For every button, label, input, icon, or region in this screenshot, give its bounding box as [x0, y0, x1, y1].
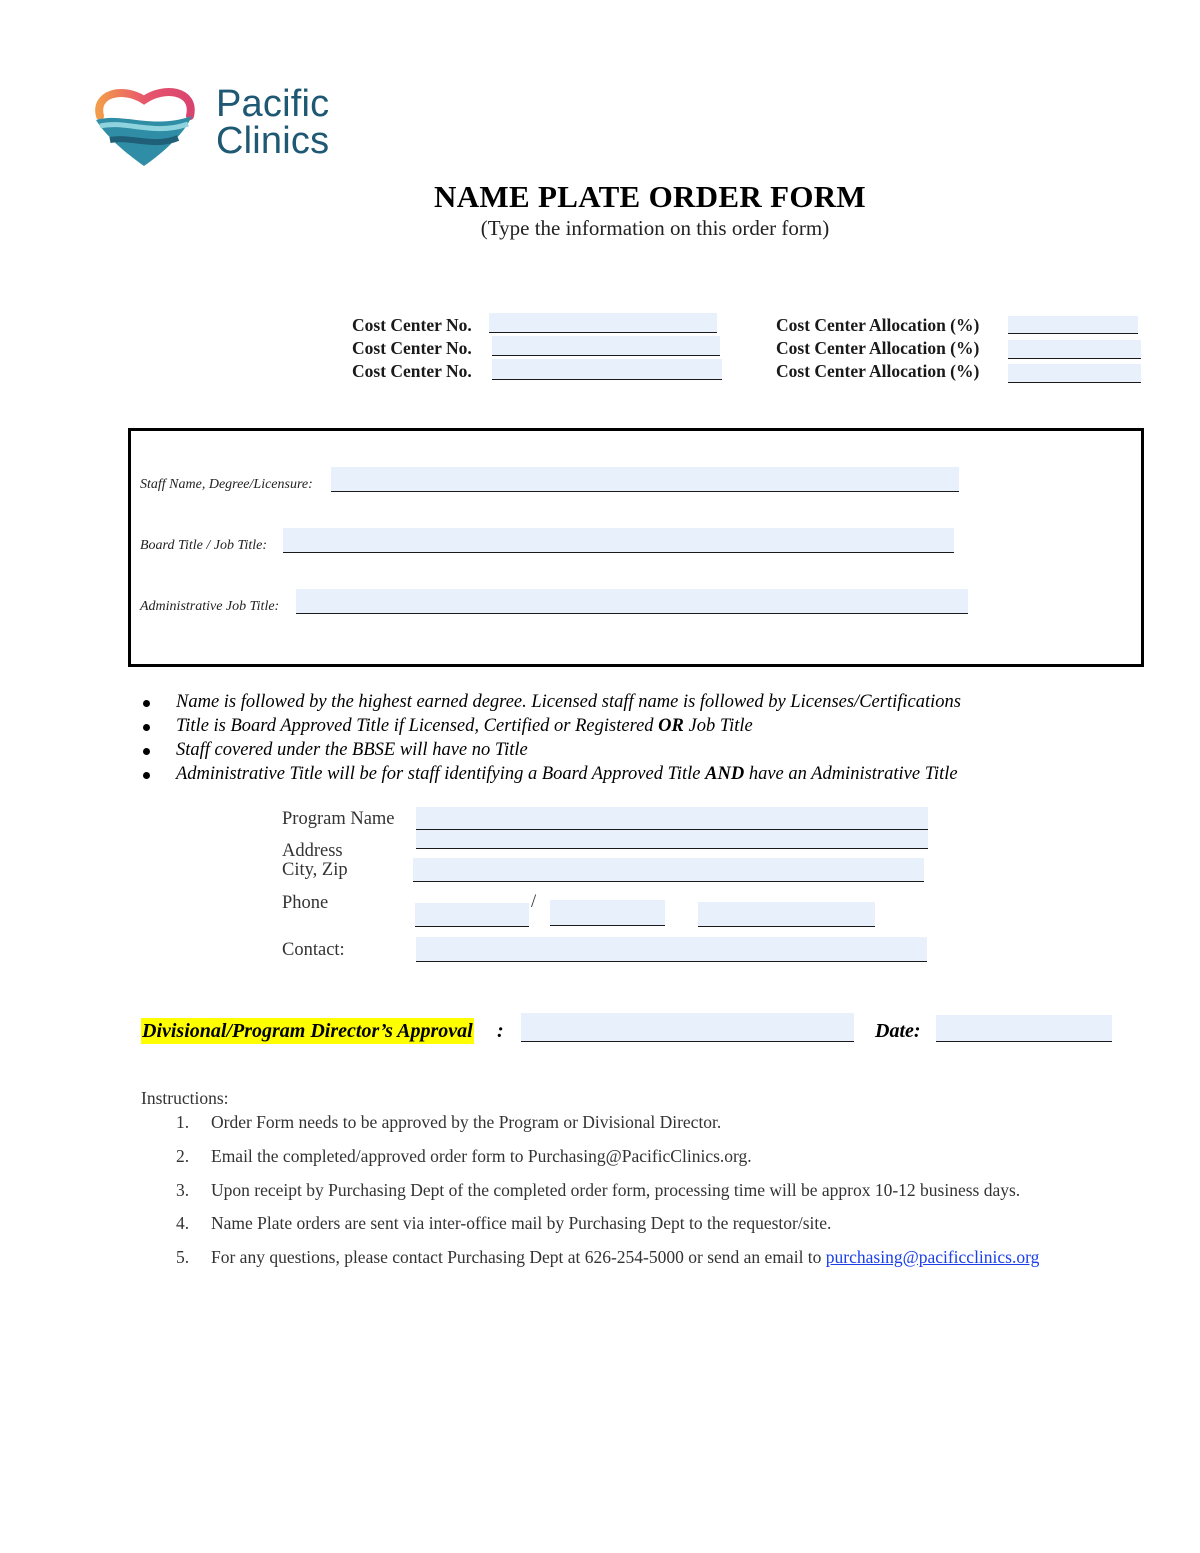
- pacific-clinics-logo: [92, 83, 382, 178]
- bullet-icon: [143, 724, 150, 731]
- guideline-list: [140, 690, 961, 786]
- admin-title-label: Administrative Job Title:: [140, 599, 280, 614]
- phone-separator: /: [531, 892, 537, 912]
- bullet-icon: [143, 748, 150, 755]
- allocation-label-2: Cost Center Allocation (%): [776, 338, 980, 358]
- instruction-item: 2. Email the completed/approved order form to Purchasing@PacificClinics.org.: [176, 1146, 752, 1166]
- purchasing-email-link[interactable]: purchasing@pacificclinics.org: [825, 1247, 1040, 1267]
- instructions-heading: Instructions:: [141, 1088, 229, 1108]
- address-field[interactable]: [413, 858, 924, 882]
- program-name-field-2[interactable]: [416, 830, 928, 849]
- cost-center-label-1: Cost Center No.: [352, 315, 472, 335]
- staff-name-label: Staff Name, Degree/Licensure:: [140, 477, 313, 492]
- date-label: Date:: [875, 1020, 921, 1042]
- allocation-field-3[interactable]: [1008, 364, 1141, 383]
- instruction-item: 3. Upon receipt by Purchasing Dept of the completed order form, processing time will be approx 10-12 business days.: [176, 1180, 1021, 1200]
- director-approval-colon: :: [497, 1020, 504, 1042]
- page-title: NAME PLATE ORDER FORM: [434, 179, 866, 214]
- bullet-icon: [143, 772, 150, 779]
- phone-extension-field[interactable]: [698, 902, 875, 927]
- phone-label: Phone: [282, 893, 329, 913]
- date-field[interactable]: [936, 1015, 1112, 1042]
- allocation-field-2[interactable]: [1008, 340, 1141, 359]
- bullet-icon: [143, 700, 150, 707]
- cost-center-label-2: Cost Center No.: [352, 338, 472, 358]
- guideline-item: Administrative Title will be for staff identifying a Board Approved Title AND have an Administrative Title: [140, 762, 961, 786]
- logo-line-1: Pacific: [216, 83, 330, 125]
- contact-label: Contact:: [282, 940, 345, 960]
- cost-center-label-3: Cost Center No.: [352, 361, 472, 381]
- board-title-label: Board Title / Job Title:: [140, 538, 268, 553]
- director-approval-label: Divisional/Program Director’s Approval: [142, 1020, 473, 1042]
- contact-field[interactable]: [416, 937, 927, 962]
- instruction-item: 1. Order Form needs to be approved by the Program or Divisional Director.: [176, 1112, 722, 1132]
- guideline-item: Staff covered under the BBSE will have no Title: [140, 738, 961, 762]
- program-name-label: Program Name: [282, 809, 395, 829]
- board-title-field[interactable]: [283, 528, 954, 553]
- admin-title-field[interactable]: [296, 589, 968, 614]
- staff-name-field[interactable]: [331, 467, 959, 492]
- allocation-field-1[interactable]: [1008, 316, 1138, 334]
- instruction-item: 4. Name Plate orders are sent via inter-office mail by Purchasing Dept to the requestor/site.: [176, 1213, 832, 1233]
- director-approval-field[interactable]: [521, 1013, 854, 1042]
- guideline-item: Title is Board Approved Title if Licensed, Certified or Registered OR Job Title: [140, 714, 961, 738]
- cost-center-field-2[interactable]: [492, 336, 720, 356]
- allocation-label-3: Cost Center Allocation (%): [776, 361, 980, 381]
- guideline-item: Name is followed by the highest earned degree. Licensed staff name is followed by Licenses/Certifications: [140, 690, 961, 714]
- heart-wave-icon: [92, 86, 202, 168]
- page-subtitle: (Type the information on this order form): [480, 216, 830, 240]
- cost-center-field-3[interactable]: [492, 359, 722, 380]
- logo-line-2: Clinics: [216, 120, 330, 162]
- city-zip-label: City, Zip: [282, 860, 348, 880]
- cost-center-field-1[interactable]: [489, 313, 717, 333]
- instruction-item: 5. For any questions, please contact Purchasing Dept at 626-254-5000 or send an email to purchasing@pacificclinics.org: [176, 1247, 1040, 1267]
- program-name-field[interactable]: [416, 807, 928, 830]
- address-label: Address: [282, 841, 343, 861]
- phone-number-field[interactable]: [550, 900, 665, 926]
- allocation-label-1: Cost Center Allocation (%): [776, 315, 980, 335]
- phone-area-code-field[interactable]: [415, 903, 529, 927]
